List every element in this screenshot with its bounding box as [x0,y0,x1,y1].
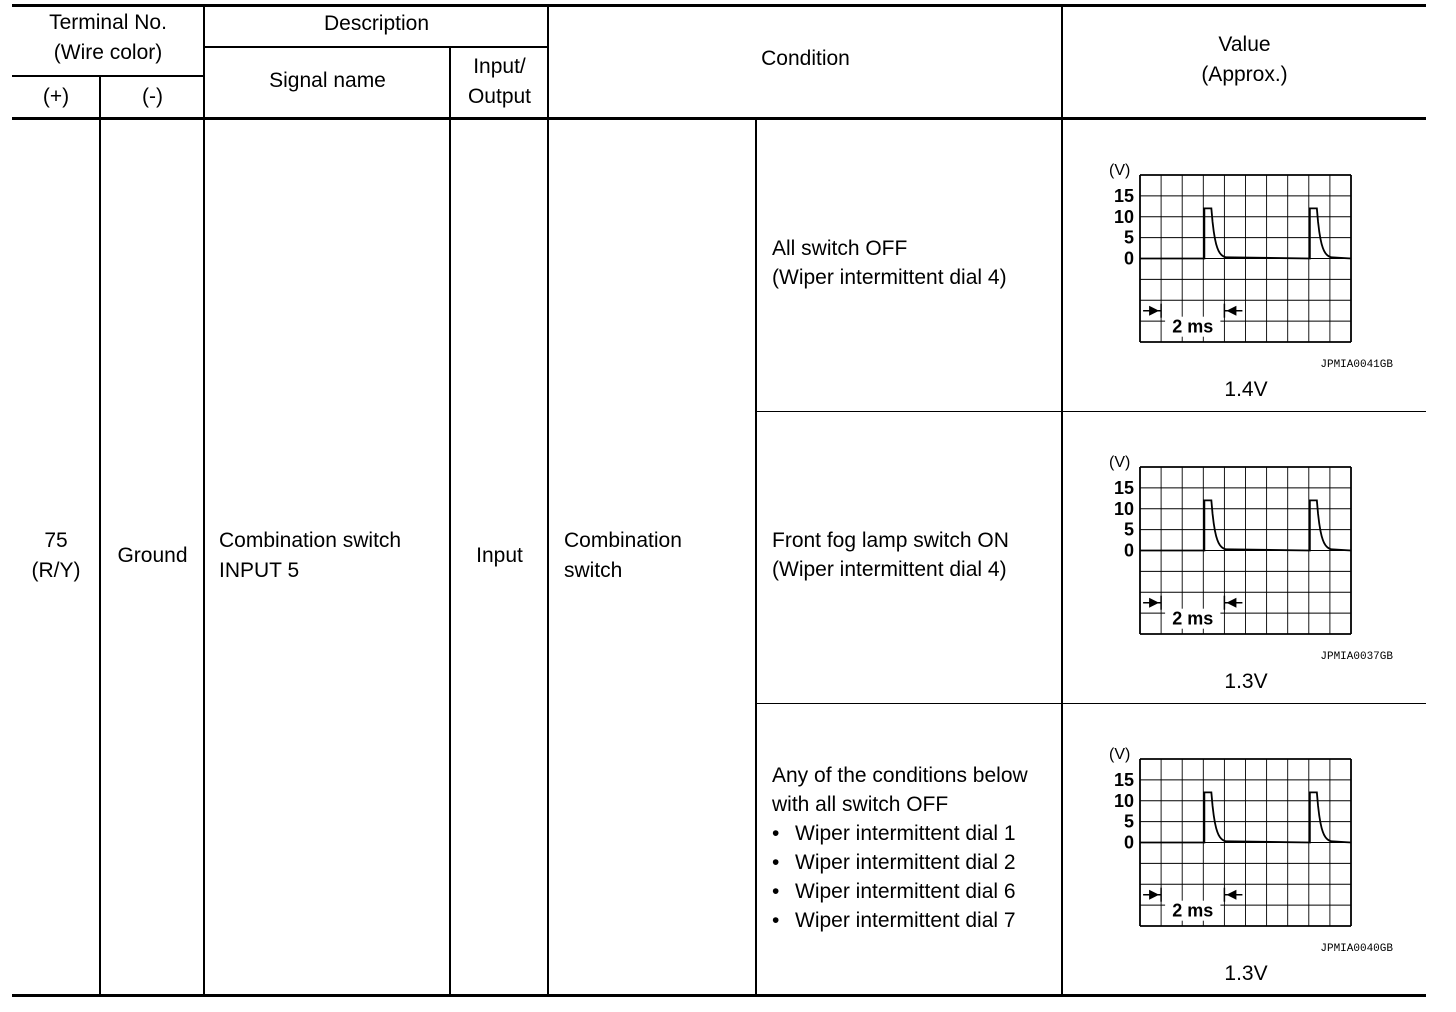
scope-time-label: 2 ms [1172,316,1214,337]
scope-y-tick: 5 [1123,811,1134,832]
scope-y-tick: 0 [1123,248,1134,269]
scope-y-tick: 15 [1113,477,1134,498]
condition-bullet: • Wiper intermittent dial 7 [772,906,1028,935]
header-approx: (Approx.) [1201,63,1288,86]
condition-line: All switch OFF [772,237,908,260]
scope-y-tick: 10 [1113,790,1134,811]
scope-time-label: 2 ms [1172,608,1214,629]
condition-main-line2: switch [564,559,623,582]
header-input: Input/ [473,55,526,78]
condition-main-line1: Combination [564,529,682,552]
header-output: Output [467,85,532,108]
scope-unit-label: (V) [1109,162,1131,179]
approx-value: 1.3V [1224,962,1268,985]
scope-time-label: 2 ms [1172,900,1214,921]
condition-line: (Wiper intermittent dial 4) [772,266,1007,289]
scope-y-tick: 15 [1113,185,1134,206]
condition-line: Front fog lamp switch ON [772,529,1009,552]
approx-value: 1.3V [1224,670,1268,693]
figure-code: JPMIA0037GB [1320,651,1393,663]
condition-line: with all switch OFF [772,793,949,816]
scope-y-tick: 15 [1113,769,1134,790]
scope-y-tick: 0 [1123,540,1134,561]
header-value: Value [1218,33,1271,56]
io-direction: Input [476,544,523,567]
ground-label: Ground [117,544,188,567]
condition-line: Any of the conditions below [772,764,1028,787]
header-condition: Condition [761,47,850,70]
condition-bullet: • Wiper intermittent dial 1 [772,819,1028,848]
figure-code: JPMIA0041GB [1320,359,1393,371]
scope-y-tick: 5 [1123,227,1134,248]
signal-name-line2: INPUT 5 [219,559,300,582]
header-description: Description [323,12,430,35]
scope-y-tick: 10 [1113,498,1134,519]
signal-name-line1: Combination switch [219,529,402,552]
header-plus: (+) [42,85,70,108]
figure-code: JPMIA0040GB [1320,943,1393,955]
scope-unit-label: (V) [1109,746,1131,763]
header-terminal-no: Terminal No. [49,11,167,34]
scope-y-tick: 10 [1113,206,1134,227]
time-scale-arrow [1143,888,1242,902]
header-minus: (-) [142,85,163,108]
condition-bullet: • Wiper intermittent dial 2 [772,848,1028,877]
scope-unit-label: (V) [1109,454,1131,471]
scope-y-tick: 5 [1123,519,1134,540]
scope-y-tick: 0 [1123,832,1134,853]
terminal-number: 75 [44,529,68,552]
approx-value: 1.4V [1224,378,1268,401]
header-wire-color: (Wire color) [53,41,163,64]
header-signal-name: Signal name [269,69,386,92]
condition-bullet: • Wiper intermittent dial 6 [772,877,1028,906]
terminal-wire-color: (R/Y) [31,559,81,582]
condition-line: (Wiper intermittent dial 4) [772,558,1007,581]
